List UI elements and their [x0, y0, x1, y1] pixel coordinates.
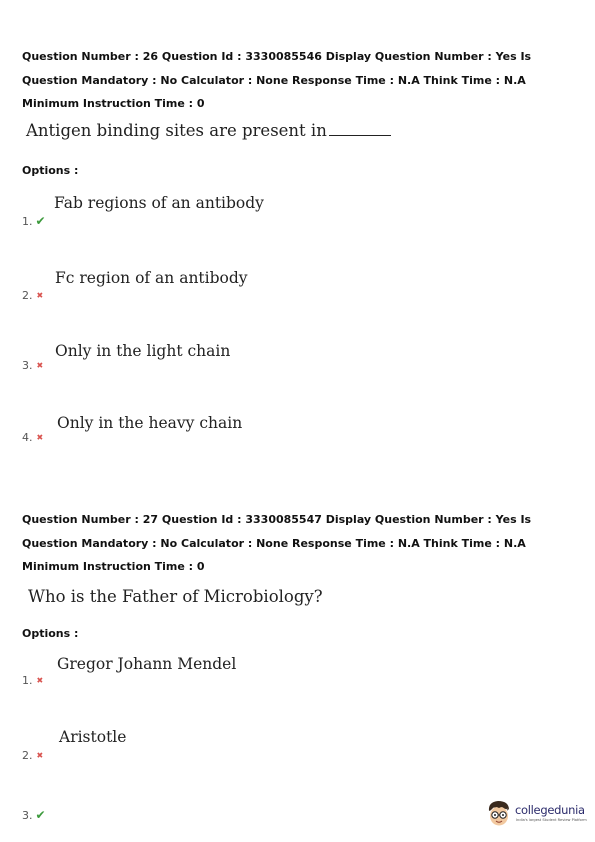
q26-option-4-text: Only in the heavy chain	[57, 414, 243, 432]
logo-name: collegedunia	[515, 803, 585, 817]
logo-tagline: India's largest Student Review Platform	[516, 818, 587, 822]
cross-icon: ✖	[36, 751, 44, 760]
q26-option-3-text: Only in the light chain	[55, 342, 231, 360]
q27-option-1-number: 1. ✖	[22, 674, 44, 687]
question-27-text: Who is the Father of Microbiology?	[28, 587, 323, 606]
cross-icon: ✖	[36, 676, 44, 685]
question-26-options-label: Options :	[22, 164, 79, 177]
q27-option-2-number: 2. ✖	[22, 749, 44, 762]
question-26-text-content: Antigen binding sites are present in	[26, 121, 327, 140]
q26-option-2-text: Fc region of an antibody	[55, 269, 248, 287]
question-26-meta: Question Number : 26 Question Id : 3330085546 Display Question Number : Yes Is Question Mandatory : No Calculator : None Response Time : N.A Think Time : N.A Minimum Instruction Time : 0	[22, 50, 532, 110]
q27-option-3-number: 3. ✔	[22, 808, 46, 822]
check-icon: ✔	[35, 214, 46, 228]
answer-blank	[329, 123, 391, 136]
cross-icon: ✖	[36, 433, 44, 442]
q27-option-1-text: Gregor Johann Mendel	[57, 655, 237, 673]
check-icon: ✔	[35, 808, 46, 822]
question-26-text	[26, 121, 391, 140]
q26-option-4-number: 4. ✖	[22, 431, 44, 444]
cross-icon: ✖	[36, 361, 44, 370]
question-27-options-label: Options :	[22, 627, 79, 640]
q26-option-1-number: 1. ✔	[22, 214, 46, 228]
collegedunia-logo	[486, 797, 590, 831]
question-27-meta: Question Number : 27 Question Id : 3330085547 Display Question Number : Yes Is Question Mandatory : No Calculator : None Response Time : N.A Think Time : N.A Minimum Instruction Time : 0	[22, 513, 532, 573]
q26-option-1-text: Fab regions of an antibody	[54, 194, 264, 212]
q27-option-2-text: Aristotle	[59, 728, 127, 746]
student-face-icon	[486, 799, 512, 827]
cross-icon: ✖	[36, 291, 44, 300]
q26-option-3-number: 3. ✖	[22, 359, 44, 372]
q26-option-2-number: 2. ✖	[22, 289, 44, 302]
